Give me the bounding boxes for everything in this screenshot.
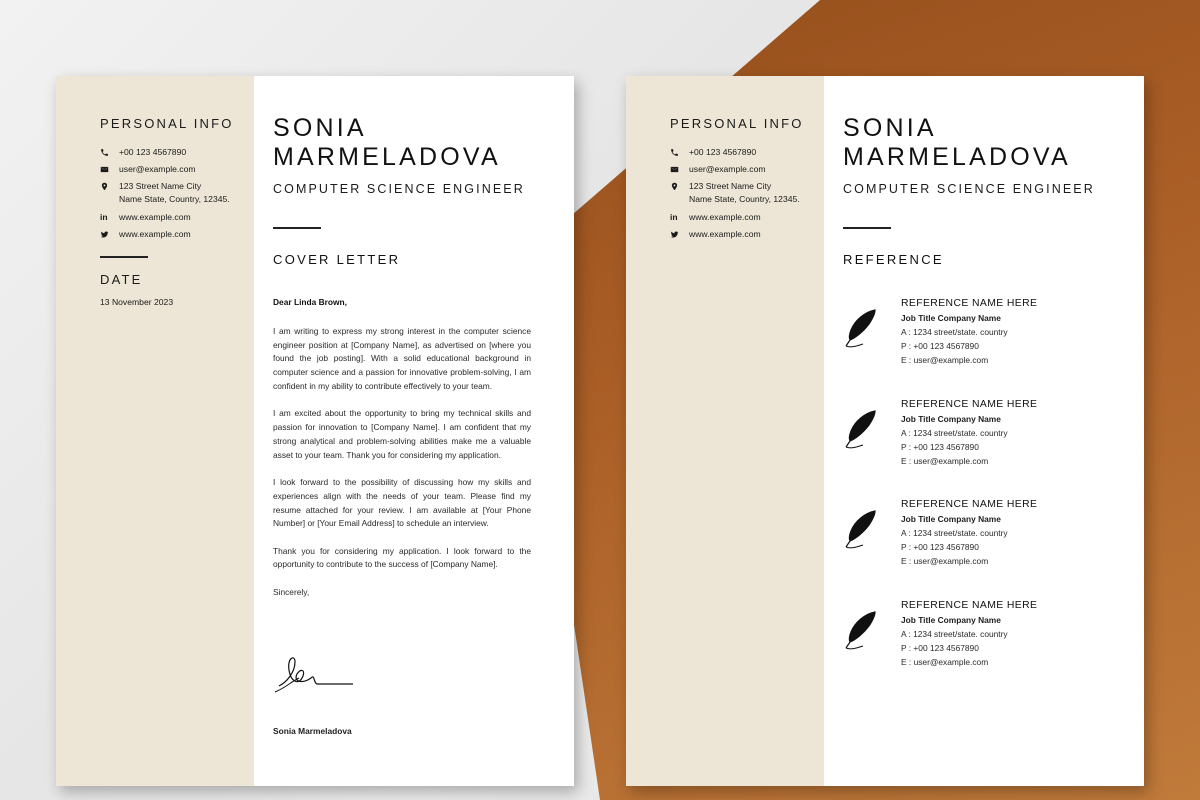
reference-phone: P : +00 123 4567890 — [901, 442, 979, 452]
contact-address — [100, 180, 250, 206]
contact-linkedin — [670, 211, 820, 224]
sidebar — [56, 76, 254, 786]
signature — [273, 652, 363, 702]
reference-address: A : 1234 street/state. country — [901, 428, 1008, 438]
title-divider — [273, 227, 321, 229]
feather-quill-icon — [843, 308, 879, 350]
reference-address: A : 1234 street/state. country — [901, 629, 1008, 639]
reference-email: E : user@example.com — [901, 556, 989, 566]
address-line1: 123 Street Name City — [689, 181, 772, 191]
contact-phone — [100, 146, 250, 159]
reference-email: E : user@example.com — [901, 456, 989, 466]
phone-icon — [670, 146, 689, 159]
sidebar — [626, 76, 824, 786]
reference-address: A : 1234 street/state. country — [901, 327, 1008, 337]
reference-job: Job Title Company Name — [901, 313, 1001, 323]
letter-body — [273, 296, 531, 613]
reference-heading: REFERENCE — [843, 252, 944, 267]
reference-job: Job Title Company Name — [901, 615, 1001, 625]
cover-letter-page — [56, 76, 574, 786]
reference-item — [843, 397, 1133, 477]
address-line2: Name State, Country, 12345. — [119, 194, 230, 204]
twitter-icon — [100, 228, 119, 241]
reference-name: REFERENCE NAME HERE — [901, 298, 1038, 309]
phone-text: +00 123 4567890 — [689, 147, 757, 157]
contact-email — [100, 163, 250, 176]
full-name — [273, 114, 501, 172]
full-name — [843, 114, 1071, 172]
address-line1: 123 Street Name City — [119, 181, 202, 191]
personal-info-heading: PERSONAL INFO — [100, 116, 234, 131]
phone-text: +00 123 4567890 — [119, 147, 187, 157]
letter-paragraph-2: I am excited about the opportunity to bring my technical skills and passion for innovation to [Company Name]. I am confident that my strong analytical and problem-solving abilities make me a valuable asset to your team. Thank you for considering my application. — [273, 408, 531, 460]
contact-linkedin — [100, 211, 250, 224]
first-name: SONIA — [273, 114, 367, 142]
reference-phone: P : +00 123 4567890 — [901, 542, 979, 552]
phone-icon — [100, 146, 119, 159]
linkedin-icon: in — [670, 212, 678, 222]
reference-name: REFERENCE NAME HERE — [901, 600, 1038, 611]
linkedin-text[interactable]: www.example.com — [689, 212, 761, 222]
reference-phone: P : +00 123 4567890 — [901, 643, 979, 653]
sidebar-divider — [100, 256, 148, 258]
letter-closing: Sincerely, — [273, 586, 310, 597]
feather-quill-icon — [843, 409, 879, 451]
mail-icon — [670, 163, 689, 176]
reference-phone: P : +00 123 4567890 — [901, 341, 979, 351]
title-divider — [843, 227, 891, 229]
signature-name: Sonia Marmeladova — [273, 726, 352, 736]
linkedin-text[interactable]: www.example.com — [119, 212, 191, 222]
feather-quill-icon — [843, 610, 879, 652]
reference-email: E : user@example.com — [901, 355, 989, 365]
reference-email: E : user@example.com — [901, 657, 989, 667]
salutation: Dear Linda Brown, — [273, 297, 347, 307]
contact-email — [670, 163, 820, 176]
twitter-text[interactable]: www.example.com — [689, 229, 761, 239]
contact-twitter — [100, 228, 250, 241]
reference-address: A : 1234 street/state. country — [901, 528, 1008, 538]
contact-address — [670, 180, 820, 206]
date-heading: DATE — [100, 272, 143, 287]
feather-quill-icon — [843, 509, 879, 551]
reference-item — [843, 497, 1133, 577]
contact-twitter — [670, 228, 820, 241]
reference-job: Job Title Company Name — [901, 414, 1001, 424]
main-content — [254, 76, 574, 786]
personal-info-heading: PERSONAL INFO — [670, 116, 804, 131]
linkedin-icon: in — [100, 212, 108, 222]
reference-name: REFERENCE NAME HERE — [901, 499, 1038, 510]
last-name: MARMELADOVA — [843, 143, 1071, 171]
date-value: 13 November 2023 — [100, 297, 174, 307]
job-title: COMPUTER SCIENCE ENGINEER — [273, 182, 525, 196]
reference-item — [843, 598, 1133, 678]
job-title: COMPUTER SCIENCE ENGINEER — [843, 182, 1095, 196]
last-name: MARMELADOVA — [273, 143, 501, 171]
mail-icon — [100, 163, 119, 176]
letter-paragraph-1: I am writing to express my strong interest in the computer science engineer position at [Company Name], as advertised on [where you found the job posting]. With a solid educational background in computer science and a passion for innovative problem-solving, I am confident in my ability to contribute effectively to your team. — [273, 325, 531, 391]
letter-paragraph-3: I look forward to the possibility of discussing how my skills and experiences align with the needs of your team. Please find my resume attached for your review. I am available at [Your Phone Number] or [Your Email Address] to schedule an interview. — [273, 476, 531, 529]
reference-page — [626, 76, 1144, 786]
contact-phone — [670, 146, 820, 159]
reference-item — [843, 296, 1133, 376]
location-pin-icon — [100, 180, 119, 206]
cover-letter-heading: COVER LETTER — [273, 252, 401, 267]
location-pin-icon — [670, 180, 689, 206]
letter-paragraph-4: Thank you for considering my application. I look forward to the opportunity to contribute to the success of [Company Name]. — [273, 545, 531, 570]
email-text: user@example.com — [119, 164, 196, 174]
first-name: SONIA — [843, 114, 937, 142]
reference-name: REFERENCE NAME HERE — [901, 399, 1038, 410]
email-text: user@example.com — [689, 164, 766, 174]
main-content — [824, 76, 1144, 786]
twitter-icon — [670, 228, 689, 241]
address-line2: Name State, Country, 12345. — [689, 194, 800, 204]
twitter-text[interactable]: www.example.com — [119, 229, 191, 239]
reference-job: Job Title Company Name — [901, 514, 1001, 524]
